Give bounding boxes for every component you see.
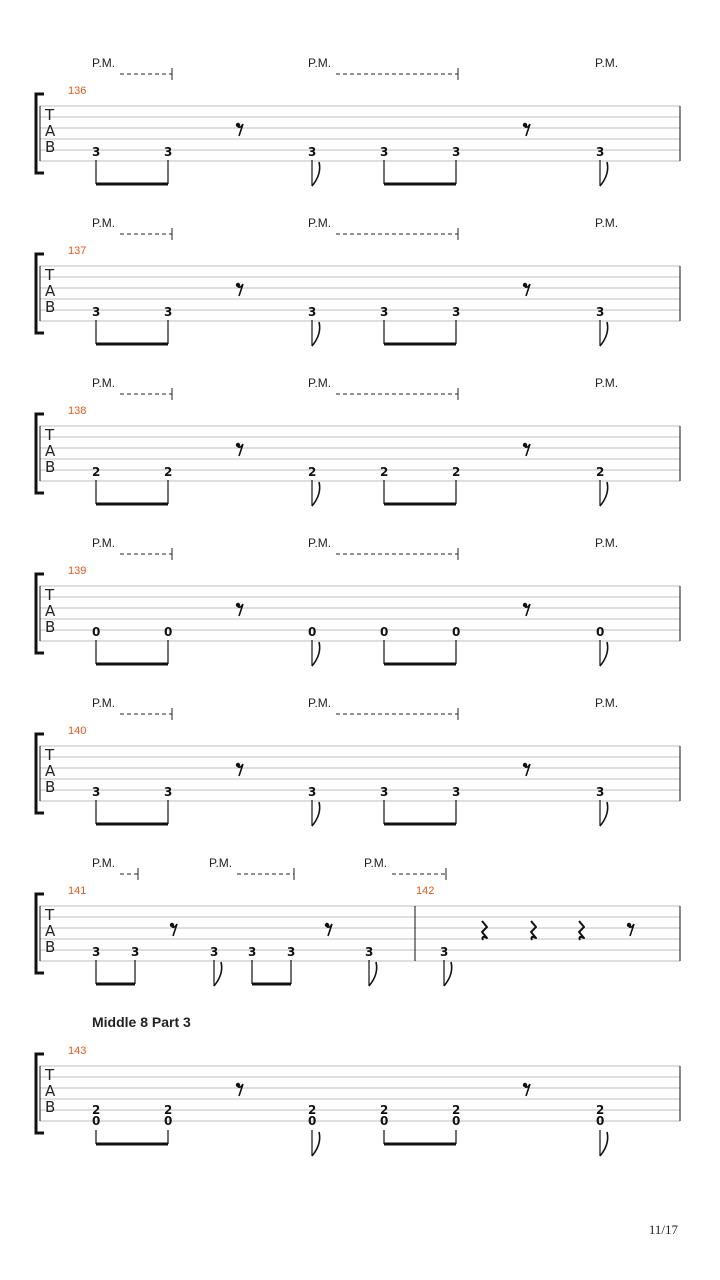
tab-clef-letter: T [45,586,55,604]
tab-system-svg [0,696,720,862]
note-flag [600,482,608,506]
fret-number: 2 [164,465,173,479]
tab-clef-letter: B [45,618,56,636]
palm-mute-label: P.M. [92,216,116,230]
palm-mute-label: P.M. [308,376,332,390]
fret-number: 3 [440,945,449,959]
tab-system-svg [0,1022,720,1182]
fret-number: 0 [452,625,461,639]
fret-number-upper: 2 [452,1103,461,1117]
fret-number: 3 [164,145,173,159]
fret-number: 3 [92,145,101,159]
palm-mute-label: P.M. [92,856,116,870]
measure-number: 138 [68,405,87,417]
palm-mute-label: P.M. [92,376,116,390]
tab-clef-letter: B [45,298,56,316]
fret-number: 3 [452,305,461,319]
palm-mute-label: P.M. [308,536,332,550]
palm-mute-label: P.M. [92,696,116,710]
note-flag [312,162,320,186]
fret-number: 3 [596,785,605,799]
note-flag [444,962,452,986]
fret-number: 3 [380,305,389,319]
fret-number-lower: 0 [380,1114,389,1128]
tab-system [0,1022,720,1182]
tab-clef-letter: B [45,458,56,476]
palm-mute-label: P.M. [595,696,619,710]
eighth-rest [170,923,177,936]
measure-number: 142 [416,885,435,897]
tab-system [0,536,720,702]
tab-clef-letter: A [45,922,56,940]
fret-number: 0 [308,625,317,639]
fret-number: 0 [92,625,101,639]
quarter-rest [579,921,584,940]
fret-number: 2 [92,465,101,479]
measure-number: 139 [68,565,87,577]
tab-clef-letter: T [45,426,55,444]
note-flag [312,482,320,506]
fret-number: 2 [380,465,389,479]
palm-mute-label: P.M. [209,856,233,870]
note-flag [600,162,608,186]
note-flag [312,642,320,666]
measure-number: 137 [68,245,87,257]
tab-clef-letter: A [45,602,56,620]
tab-clef-letter: T [45,746,55,764]
fret-number: 3 [287,945,296,959]
measure-number: 141 [68,885,87,897]
fret-number: 3 [380,145,389,159]
eighth-rest [236,283,243,296]
tab-system [0,856,720,1022]
palm-mute-label: P.M. [308,696,332,710]
fret-number-lower: 0 [92,1114,101,1128]
note-flag [214,962,222,986]
fret-number: 3 [308,305,317,319]
eighth-rest [523,603,530,616]
tab-system [0,56,720,222]
eighth-rest [236,1083,243,1096]
page-number: 11/17 [648,1222,678,1237]
fret-number: 2 [596,465,605,479]
tab-clef-letter: A [45,762,56,780]
fret-number-lower: 0 [308,1114,317,1128]
eighth-rest [523,283,530,296]
palm-mute-label: P.M. [92,536,116,550]
measure-number: 140 [68,725,87,737]
note-flag [600,642,608,666]
palm-mute-label: P.M. [595,536,619,550]
fret-number-upper: 2 [380,1103,389,1117]
tab-clef-letter: T [45,906,55,924]
tab-clef-letter: A [45,122,56,140]
tab-clef-letter: A [45,282,56,300]
measure-number: 143 [68,1045,87,1057]
tab-clef-letter: T [45,106,55,124]
fret-number-lower: 0 [164,1114,173,1128]
eighth-rest [236,763,243,776]
tab-clef-letter: T [45,266,55,284]
fret-number: 3 [92,305,101,319]
eighth-rest [236,123,243,136]
tab-system-svg [0,216,720,382]
fret-number: 3 [380,785,389,799]
fret-number: 3 [92,785,101,799]
tab-system [0,376,720,542]
note-flag [600,322,608,346]
tab-system [0,696,720,862]
tab-clef-letter: B [45,1098,56,1116]
tab-system-svg [0,856,720,1022]
fret-number: 3 [210,945,219,959]
note-flag [600,802,608,826]
palm-mute-label: P.M. [595,216,619,230]
section-title: Middle 8 Part 3 [92,1014,191,1030]
quarter-rest [531,921,536,940]
fret-number: 3 [452,145,461,159]
fret-number-upper: 2 [164,1103,173,1117]
tab-system-svg [0,536,720,702]
fret-number-upper: 2 [92,1103,101,1117]
fret-number: 3 [365,945,374,959]
note-flag [312,1132,320,1156]
palm-mute-label: P.M. [308,56,332,70]
palm-mute-label: P.M. [308,216,332,230]
palm-mute-label: P.M. [92,56,116,70]
eighth-rest [523,1083,530,1096]
note-flag [312,802,320,826]
eighth-rest [523,443,530,456]
eighth-rest [627,923,634,936]
fret-number: 2 [308,465,317,479]
palm-mute-label: P.M. [364,856,388,870]
fret-number-lower: 0 [596,1114,605,1128]
fret-number-upper: 2 [308,1103,317,1117]
fret-number: 3 [596,305,605,319]
eighth-rest [236,443,243,456]
palm-mute-label: P.M. [595,56,619,70]
tab-system-svg [0,56,720,222]
fret-number: 3 [131,945,140,959]
tab-system-svg [0,376,720,542]
eighth-rest [523,123,530,136]
note-flag [312,322,320,346]
fret-number: 3 [452,785,461,799]
fret-number: 3 [596,145,605,159]
note-flag [600,1132,608,1156]
tab-clef-letter: A [45,442,56,460]
tab-clef-letter: B [45,138,56,156]
palm-mute-label: P.M. [595,376,619,390]
fret-number-upper: 2 [596,1103,605,1117]
fret-number: 2 [452,465,461,479]
quarter-rest [482,921,487,940]
tab-clef-letter: A [45,1082,56,1100]
tab-clef-letter: T [45,1066,55,1084]
fret-number: 3 [308,785,317,799]
fret-number: 0 [164,625,173,639]
fret-number: 3 [164,305,173,319]
tab-system [0,216,720,382]
eighth-rest [523,763,530,776]
fret-number: 0 [596,625,605,639]
fret-number: 3 [92,945,101,959]
fret-number: 3 [308,145,317,159]
measure-number: 136 [68,85,87,97]
eighth-rest [236,603,243,616]
tab-clef-letter: B [45,778,56,796]
fret-number: 3 [164,785,173,799]
fret-number: 3 [248,945,257,959]
tab-clef-letter: B [45,938,56,956]
fret-number: 0 [380,625,389,639]
fret-number-lower: 0 [452,1114,461,1128]
note-flag [369,962,377,986]
eighth-rest [325,923,332,936]
